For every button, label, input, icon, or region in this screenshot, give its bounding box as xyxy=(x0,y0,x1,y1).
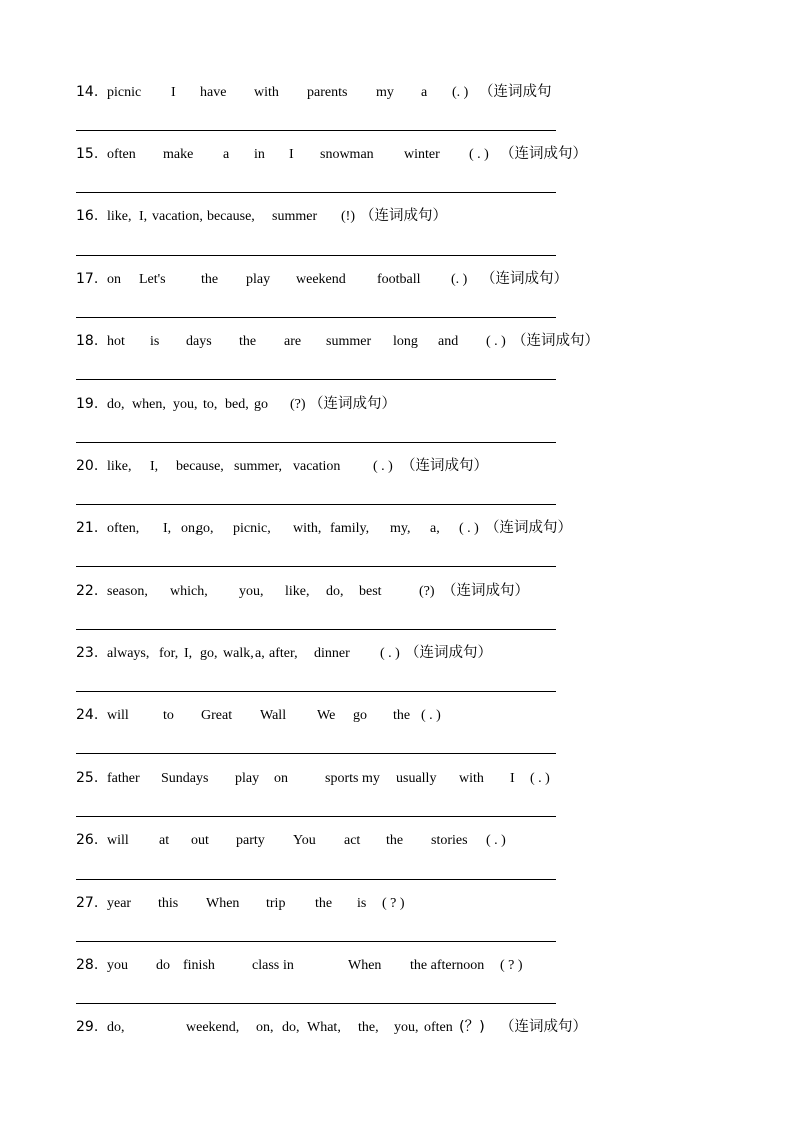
scrambled-word: winter xyxy=(404,147,440,162)
question-item xyxy=(76,830,716,854)
scrambled-word: for, xyxy=(159,646,179,661)
answer-line[interactable] xyxy=(76,442,556,443)
scrambled-word: What, xyxy=(307,1020,341,1035)
scrambled-word: snowman xyxy=(320,147,374,162)
scrambled-word: my, xyxy=(390,521,411,536)
scrambled-word: vacation xyxy=(293,459,341,474)
scrambled-word: play xyxy=(246,272,271,287)
scrambled-word: summer xyxy=(272,209,318,224)
answer-line[interactable] xyxy=(76,629,556,630)
scrambled-word: my xyxy=(362,771,380,786)
scrambled-word: (. ) xyxy=(451,272,468,287)
scrambled-word: a xyxy=(223,147,230,162)
scrambled-word: I xyxy=(171,85,176,100)
scrambled-word: Let's xyxy=(139,272,166,287)
scrambled-word: ( . ) xyxy=(486,334,506,349)
scrambled-word: you, xyxy=(394,1020,419,1035)
question-item xyxy=(76,456,716,480)
question-item xyxy=(76,518,716,542)
scrambled-word: (?) xyxy=(290,397,306,412)
answer-line[interactable] xyxy=(76,879,556,880)
scrambled-word: go, xyxy=(200,646,218,661)
scrambled-word: I, xyxy=(139,209,148,224)
instruction-text: （连词成句） xyxy=(481,271,568,287)
scrambled-word: with, xyxy=(293,521,322,536)
scrambled-word: ( . ) xyxy=(486,833,506,848)
scrambled-word: trip xyxy=(266,896,286,911)
scrambled-word: father xyxy=(107,771,140,786)
instruction-text: （连词成句） xyxy=(405,645,492,661)
scrambled-word: When xyxy=(348,958,382,973)
scrambled-word: a, xyxy=(255,646,265,661)
scrambled-word: on, xyxy=(256,1020,274,1035)
question-item xyxy=(76,581,716,605)
scrambled-word: will xyxy=(107,833,129,848)
scrambled-word: on, xyxy=(181,521,199,536)
scrambled-word: days xyxy=(186,334,212,349)
scrambled-word: I xyxy=(510,771,515,786)
answer-line[interactable] xyxy=(76,130,556,131)
question-number: 19. xyxy=(76,396,99,412)
answer-line[interactable] xyxy=(76,379,556,380)
question-number: 26. xyxy=(76,832,99,848)
scrambled-word: because, xyxy=(207,209,255,224)
scrambled-word: summer xyxy=(326,334,372,349)
scrambled-word: usually xyxy=(396,771,437,786)
scrambled-word: ( . ) xyxy=(469,147,489,162)
answer-line[interactable] xyxy=(76,566,556,567)
instruction-text: （连词成句） xyxy=(500,146,587,162)
scrambled-word: like, xyxy=(107,209,132,224)
scrambled-word: are xyxy=(284,334,302,349)
scrambled-word: ( . ) xyxy=(530,771,550,786)
answer-line[interactable] xyxy=(76,1003,556,1004)
scrambled-word: family, xyxy=(330,521,370,536)
scrambled-word: do, xyxy=(107,397,125,412)
scrambled-word: the xyxy=(386,833,404,848)
scrambled-word: vacation, xyxy=(152,209,203,224)
scrambled-word: class xyxy=(252,958,280,973)
question-item xyxy=(76,893,716,917)
scrambled-word: ( ? ) xyxy=(382,896,405,911)
scrambled-word: with xyxy=(254,85,279,100)
scrambled-word: year xyxy=(107,896,132,911)
scrambled-word: will xyxy=(107,708,129,723)
scrambled-word: a, xyxy=(430,521,440,536)
scrambled-word: always, xyxy=(107,646,150,661)
scrambled-word: finish xyxy=(183,958,215,973)
scrambled-word: ( . ) xyxy=(380,646,400,661)
scrambled-word: this xyxy=(158,896,179,911)
scrambled-word: party xyxy=(236,833,265,848)
question-number: 18. xyxy=(76,333,99,349)
question-number: 14. xyxy=(76,84,99,100)
question-item xyxy=(76,206,716,230)
instruction-text: （连词成句） xyxy=(500,1019,587,1035)
scrambled-word: football xyxy=(377,272,421,287)
scrambled-word: the afternoon xyxy=(410,958,485,973)
scrambled-word: you, xyxy=(239,584,264,599)
instruction-text: （连词成句） xyxy=(442,583,529,599)
scrambled-word: to xyxy=(163,708,174,723)
scrambled-word: on xyxy=(107,272,121,287)
question-item xyxy=(76,955,716,979)
instruction-text: （连词成句） xyxy=(360,208,447,224)
instruction-text: （连词成句） xyxy=(512,333,599,349)
scrambled-word: often xyxy=(424,1020,453,1035)
scrambled-word: go, xyxy=(196,521,214,536)
question-item xyxy=(76,768,716,792)
scrambled-word: I, xyxy=(163,521,172,536)
question-item xyxy=(76,1017,716,1041)
scrambled-word: ( ? ) xyxy=(500,958,523,973)
scrambled-word: in xyxy=(283,958,294,973)
question-item xyxy=(76,331,716,355)
scrambled-word: is xyxy=(150,334,160,349)
scrambled-word: bed, xyxy=(225,397,249,412)
scrambled-word: stories xyxy=(431,833,468,848)
instruction-text: （连词成句） xyxy=(401,458,488,474)
scrambled-word: hot xyxy=(107,334,125,349)
question-item xyxy=(76,394,716,418)
scrambled-word: you, xyxy=(173,397,198,412)
question-item xyxy=(76,705,716,729)
scrambled-word: the, xyxy=(358,1020,379,1035)
scrambled-word: Sundays xyxy=(161,771,209,786)
scrambled-word: summer, xyxy=(234,459,283,474)
scrambled-word: my xyxy=(376,85,394,100)
answer-line[interactable] xyxy=(76,691,556,692)
question-number: 20. xyxy=(76,458,99,474)
scrambled-word: I, xyxy=(150,459,159,474)
scrambled-word: weekend xyxy=(296,272,346,287)
question-number: 28. xyxy=(76,957,99,973)
scrambled-word: when, xyxy=(132,397,166,412)
scrambled-word: which, xyxy=(170,584,208,599)
scrambled-word: walk, xyxy=(223,646,254,661)
scrambled-word: go xyxy=(353,708,367,723)
scrambled-word: ( . ) xyxy=(421,708,441,723)
answer-line[interactable] xyxy=(76,192,556,193)
scrambled-word: because, xyxy=(176,459,224,474)
scrambled-word: do, xyxy=(282,1020,300,1035)
answer-line[interactable] xyxy=(76,941,556,942)
scrambled-word: do, xyxy=(107,1020,125,1035)
question-number: 22. xyxy=(76,583,99,599)
question-number: 27. xyxy=(76,895,99,911)
scrambled-word: like, xyxy=(107,459,132,474)
scrambled-word: weekend, xyxy=(186,1020,240,1035)
scrambled-word: the xyxy=(239,334,257,349)
scrambled-word: the xyxy=(201,272,219,287)
scrambled-word: go xyxy=(254,397,268,412)
question-number: 29. xyxy=(76,1019,99,1035)
scrambled-word: do, xyxy=(326,584,344,599)
answer-line[interactable] xyxy=(76,753,556,754)
answer-line[interactable] xyxy=(76,504,556,505)
scrambled-word: like, xyxy=(285,584,310,599)
answer-line[interactable] xyxy=(76,255,556,256)
scrambled-word: (!) xyxy=(341,209,355,224)
scrambled-word: I, xyxy=(184,646,193,661)
scrambled-word: I xyxy=(289,147,294,162)
scrambled-word: picnic xyxy=(107,85,142,100)
question-number: 23. xyxy=(76,645,99,661)
scrambled-word: often, xyxy=(107,521,140,536)
scrambled-word: in xyxy=(254,147,265,162)
scrambled-word: have xyxy=(200,85,227,100)
scrambled-word: (. ) xyxy=(452,85,469,100)
scrambled-word: sports xyxy=(325,771,359,786)
scrambled-word: We xyxy=(317,708,336,723)
scrambled-word: ( . ) xyxy=(373,459,393,474)
scrambled-word: ( . ) xyxy=(459,521,479,536)
instruction-text: （连词成句） xyxy=(309,396,396,412)
scrambled-word: do xyxy=(156,958,170,973)
scrambled-word: is xyxy=(357,896,367,911)
scrambled-word: Great xyxy=(201,708,233,723)
scrambled-word: long xyxy=(393,334,418,349)
scrambled-word: play xyxy=(235,771,260,786)
question-number: 25. xyxy=(76,770,99,786)
scrambled-word: to, xyxy=(203,397,218,412)
scrambled-word: make xyxy=(163,147,194,162)
question-number: 24. xyxy=(76,707,99,723)
question-item xyxy=(76,643,716,667)
scrambled-word: on xyxy=(274,771,288,786)
question-item xyxy=(76,269,716,293)
instruction-text: （连词成句 xyxy=(479,84,552,100)
question-number: 16. xyxy=(76,208,99,224)
scrambled-word: after, xyxy=(269,646,298,661)
scrambled-word: (？) xyxy=(459,1019,485,1035)
scrambled-word: best xyxy=(359,584,382,599)
scrambled-word: parents xyxy=(307,85,348,100)
question-item xyxy=(76,144,716,168)
question-number: 21. xyxy=(76,520,99,536)
scrambled-word: and xyxy=(438,334,459,349)
question-number: 17. xyxy=(76,271,99,287)
scrambled-word: You xyxy=(293,833,316,848)
scrambled-word: a xyxy=(421,85,428,100)
scrambled-word: with xyxy=(459,771,484,786)
scrambled-word: the xyxy=(393,708,411,723)
instruction-text: （连词成句） xyxy=(485,520,572,536)
scrambled-word: at xyxy=(159,833,170,848)
scrambled-word: (?) xyxy=(419,584,435,599)
scrambled-word: picnic, xyxy=(233,521,271,536)
answer-line[interactable] xyxy=(76,816,556,817)
answer-line[interactable] xyxy=(76,317,556,318)
scrambled-word: dinner xyxy=(314,646,350,661)
scrambled-word: the xyxy=(315,896,333,911)
scrambled-word: When xyxy=(206,896,240,911)
scrambled-word: Wall xyxy=(260,708,287,723)
question-item xyxy=(76,82,716,106)
scrambled-word: season, xyxy=(107,584,148,599)
scrambled-word: often xyxy=(107,147,136,162)
scrambled-word: act xyxy=(344,833,361,848)
question-number: 15. xyxy=(76,146,99,162)
scrambled-word: you xyxy=(107,958,128,973)
scrambled-word: out xyxy=(191,833,209,848)
